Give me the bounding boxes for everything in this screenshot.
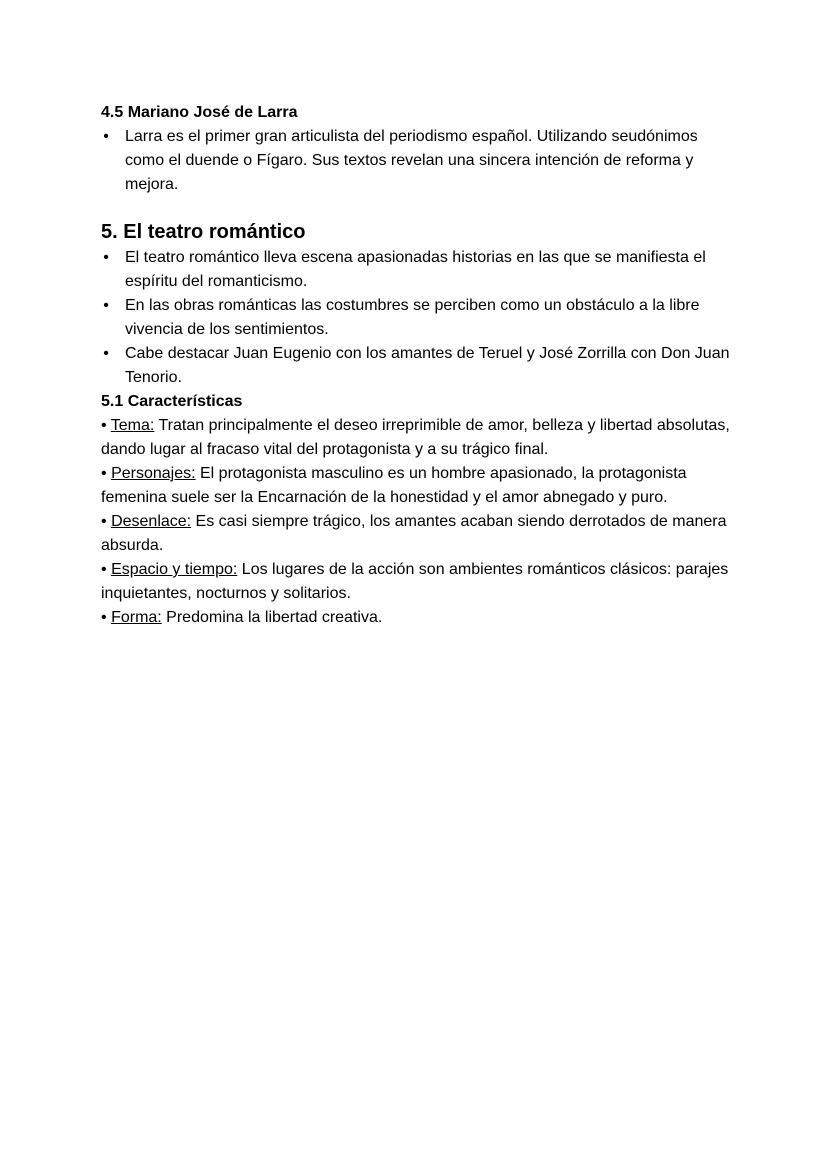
bullet-icon: • [101,561,107,578]
list-item [101,294,741,342]
heading-teatro-romantico: 5. El teatro romántico [101,221,306,243]
list-item [101,125,741,197]
characteristic-forma [101,606,741,630]
characteristic-espacio-tiempo [101,558,741,606]
characteristic-text: Predomina la libertad creativa. [161,609,383,626]
list-item-text: En las obras románticas las costumbres se perciben como un obstáculo a la libre vivencia de los sentimientos. [125,297,700,338]
bullet-icon: • [103,128,109,145]
bullet-icon: • [103,249,109,266]
characteristic-personajes [101,462,741,510]
characteristic-tema [101,414,741,462]
list-item [101,246,741,294]
bullet-icon: • [101,465,107,482]
characteristic-desenlace [101,510,741,558]
list-item-text: Cabe destacar Juan Eugenio con los amantes de Teruel y José Zorrilla con Don Juan Tenorio. [125,345,730,386]
heading-larra: 4.5 Mariano José de Larra [101,104,298,121]
bullet-icon: • [101,513,107,530]
characteristic-text: El protagonista masculino es un hombre apasionado, la protagonista femenina suele ser la Encarnación de la honestidad y el amor abnegado y puro. [101,465,687,506]
characteristic-label: Tema: [110,417,155,434]
list-item [101,342,741,390]
document-content [101,101,741,630]
characteristic-label: Personajes: [111,465,196,482]
bullet-icon: • [101,609,107,626]
heading-caracteristicas: 5.1 Características [101,393,243,410]
larra-bullet-list [101,125,741,197]
characteristic-text: Es casi siempre trágico, los amantes acaban siendo derrotados de manera absurda. [101,513,727,554]
bullet-icon: • [101,417,107,434]
characteristic-text: Los lugares de la acción son ambientes románticos clásicos: parajes inquietantes, nocturnos y solitarios. [101,561,729,602]
list-item-text: Larra es el primer gran articulista del periodismo español. Utilizando seudónimos como el duende o Fígaro. Sus textos revelan una sincera intención de reforma y mejora. [125,128,698,193]
characteristic-label: Forma: [111,609,162,626]
bullet-icon: • [103,345,109,362]
teatro-bullet-list [101,246,741,390]
bullet-icon: • [103,297,109,314]
characteristic-label: Desenlace: [111,513,192,530]
list-item-text: El teatro romántico lleva escena apasionadas historias en las que se manifiesta el espíritu del romanticismo. [125,249,706,290]
characteristic-text: Tratan principalmente el deseo irreprimible de amor, belleza y libertad absolutas, dando lugar al fracaso vital del protagonista y a su trágico final. [101,417,730,458]
characteristic-label: Espacio y tiempo: [111,561,238,578]
